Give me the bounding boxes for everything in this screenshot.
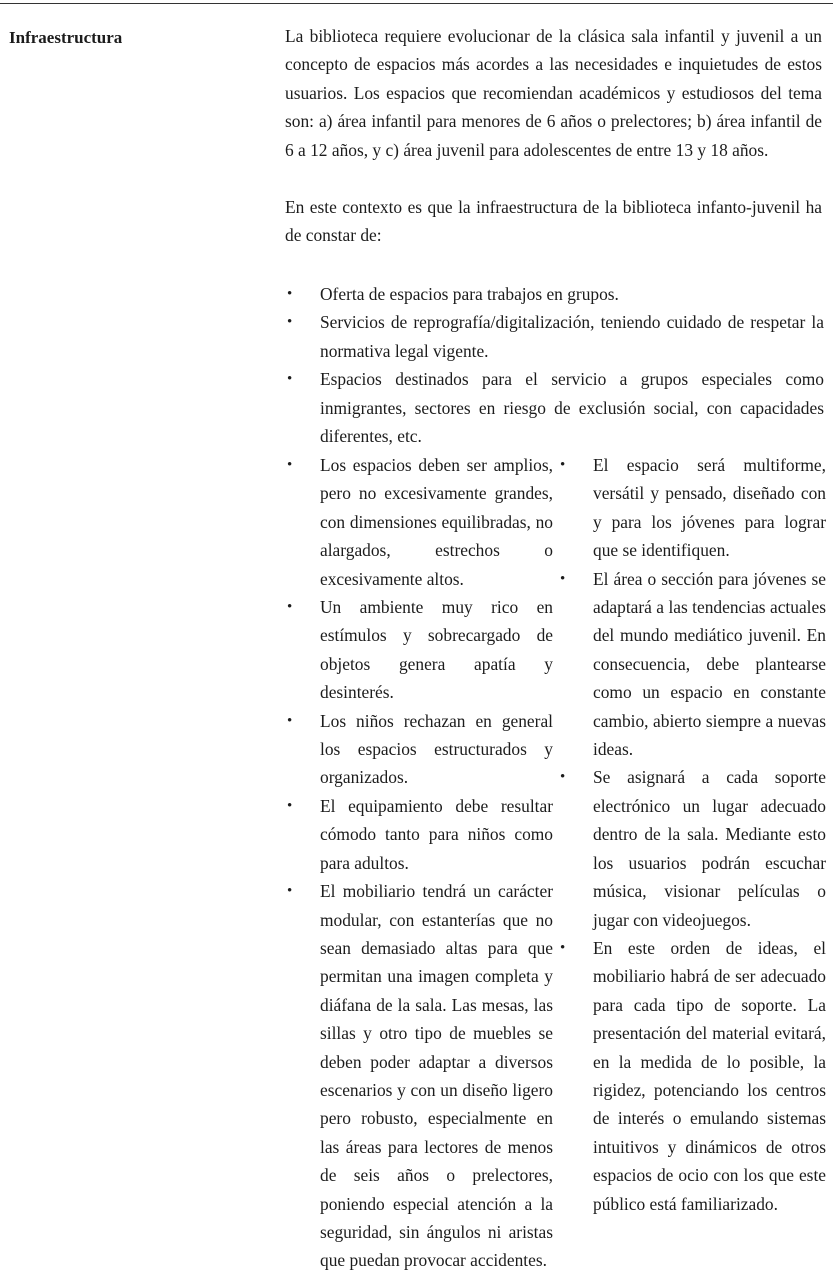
bullet-list-right-column <box>593 451 826 1218</box>
list-item: • El área o sección para jóvenes se adaptará a las tendencias actuales del mundo mediático juvenil. En consecuencia, debe plantearse como un espacio en constante cambio, abierto siempre a nuevas ideas. <box>593 565 826 764</box>
list-item: • Servicios de reprografía/digitalización, teniendo cuidado de respetar la normativa legal vigente. <box>320 308 824 365</box>
list-item: • Los niños rechazan en general los espacios estructurados y organizados. <box>320 707 553 792</box>
list-item: • Un ambiente muy rico en estímulos y sobrecargado de objetos genera apatía y desinterés. <box>320 593 553 707</box>
list-item: • El mobiliario tendrá un carácter modular, con estanterías que no sean demasiado altas para que permitan una imagen completa y diáfana de la sala. Las mesas, las sillas y otro tipo de muebles se deben poder adaptar a diversos escenarios y con un diseño ligero pero robusto, especialmente en las áreas para lectores de menos de seis años o prelectores, poniendo especial atención a la seguridad, sin ángulos ni aristas que puedan provocar accidentes. <box>320 877 553 1275</box>
section-label: Infraestructura <box>9 28 123 47</box>
context-paragraph: En este contexto es que la infraestructura de la biblioteca infanto-juvenil ha de constar de: <box>285 197 822 246</box>
bullet-list-left-column <box>320 451 553 1275</box>
list-item: • Los espacios deben ser amplios, pero no excesivamente grandes, con dimensiones equilibradas, no alargados, estrechos o excesivamente altos. <box>320 451 553 593</box>
list-item: • Espacios destinados para el servicio a grupos especiales como inmigrantes, sectores en riesgo de exclusión social, con capacidades diferentes, etc. <box>320 365 824 450</box>
top-rule <box>0 3 833 4</box>
list-item: • El espacio será multiforme, versátil y pensado, diseñado con y para los jóvenes para lograr que se identifiquen. <box>593 451 826 565</box>
list-item: • El equipamiento debe resultar cómodo tanto para niños como para adultos. <box>320 792 553 877</box>
intro-paragraph: La biblioteca requiere evolucionar de la clásica sala infantil y juvenil a un concepto de espacios más acordes a las necesidades e inquietudes de estos usuarios. Los espacios que recomiendan académicos y estudiosos del tema son: a) área infantil para menores de 6 años o prelectores; b) área infantil de 6 a 12 años, y c) área juvenil para adolescentes de entre 13 y 18 años. <box>285 26 822 160</box>
list-item: • En este orden de ideas, el mobiliario habrá de ser adecuado para cada tipo de soporte. La presentación del material evitará, en la medida de lo posible, la rigidez, potenciando los centros de interés o emulando sistemas intuitivos y dinámicos de otros espacios de ocio con los que este público está familiarizado. <box>593 934 826 1218</box>
bullet-list-full-width <box>320 280 824 450</box>
list-item: • Se asignará a cada soporte electrónico un lugar adecuado dentro de la sala. Mediante esto los usuarios podrán escuchar música, visionar películas o jugar con videojuegos. <box>593 763 826 933</box>
list-item: • Oferta de espacios para trabajos en grupos. <box>320 280 824 308</box>
